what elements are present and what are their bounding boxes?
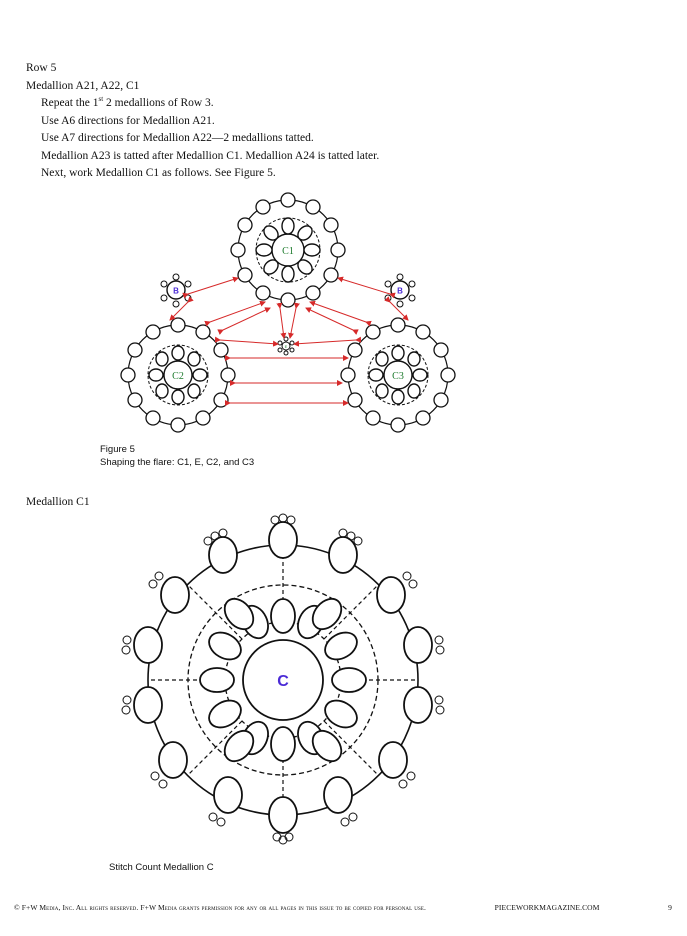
figure-5-caption xyxy=(100,444,254,469)
instruction-line-1 xyxy=(26,95,379,113)
medallion-c3 xyxy=(341,318,455,432)
figure-5-diagram xyxy=(110,190,460,445)
medallions-heading: Medallion A21, A22, C1 xyxy=(26,79,140,92)
instructions-block xyxy=(26,60,379,183)
instruction-line-1-post: 2 medallions of Row 3. xyxy=(103,97,214,109)
medallion-b-left xyxy=(161,274,191,307)
medallion-e xyxy=(278,337,294,355)
instruction-line-4: Medallion A23 is tatted after Medallion C1. Medallion A24 is tatted later. xyxy=(41,149,380,162)
row-heading: Row 5 xyxy=(26,62,57,74)
instruction-line-3: Use A7 directions for Medallion A22—2 medallions tatted. xyxy=(41,132,314,144)
instruction-line-5: Next, work Medallion C1 as follows. See Figure 5. xyxy=(41,167,276,179)
medallion-b-right xyxy=(385,274,415,307)
medallion-c1-heading: Medallion C1 xyxy=(26,496,90,508)
figure-b-right-label: B xyxy=(397,286,403,296)
figure-5-caption-text: Shaping the flare: C1, E, C2, and C3 xyxy=(100,456,255,468)
figure-c2-label: C2 xyxy=(172,371,184,382)
page-footer xyxy=(14,903,672,912)
figure-c1-label: C1 xyxy=(282,246,294,257)
footer-copyright: © F+W Media, Inc. All rights reserved. F+W Media grants permission for any or all pages in this issue to be copied for personal use. xyxy=(14,903,426,912)
instruction-line-2: Use A6 directions for Medallion A21. xyxy=(41,114,215,127)
instruction-line-1-sup: st xyxy=(98,95,104,104)
footer-site[interactable]: PIECEWORKMAGAZINE.COM xyxy=(494,903,600,912)
instruction-line-1-pre: Repeat the 1 xyxy=(41,97,99,109)
center-label: C xyxy=(277,673,289,690)
medallion-c2 xyxy=(121,318,235,432)
footer-page-number: 9 xyxy=(668,903,672,912)
figure-e-label: E xyxy=(284,344,288,349)
stitch-count-medallion-diagram xyxy=(100,500,470,860)
figure-5-caption-title: Figure 5 xyxy=(100,444,135,455)
medallion-c1 xyxy=(231,193,345,307)
figure-b-left-label: B xyxy=(173,286,179,296)
figure-c3-label: C3 xyxy=(392,371,404,382)
stitch-count-caption: Stitch Count Medallion C xyxy=(109,862,214,873)
